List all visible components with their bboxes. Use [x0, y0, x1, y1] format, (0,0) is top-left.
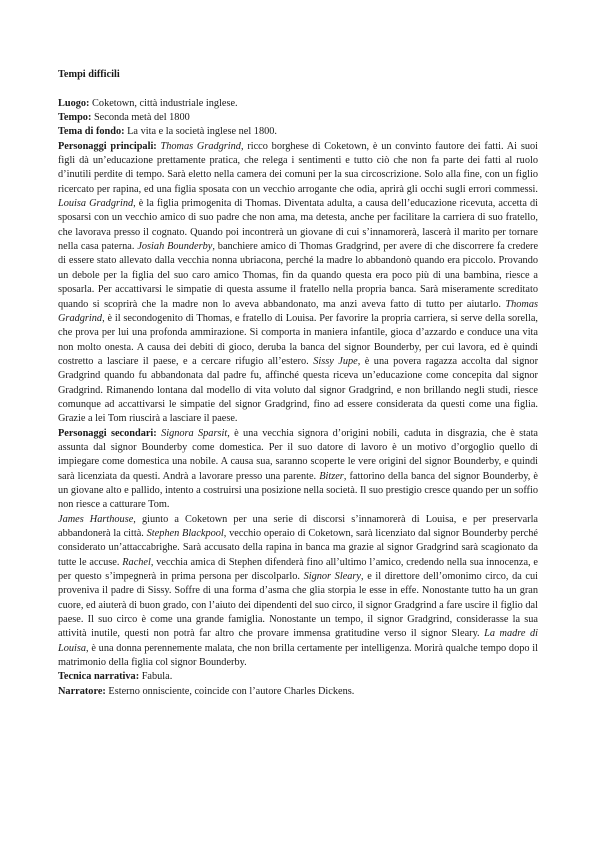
paragraph-text: , vecchia amica di Stephen difenderà fino all’ultimo l’amico, credendo nella sua innocenza, e per questo s’impegnerà in prima persona per discolparlo.: [58, 556, 538, 583]
character-name: Rachel: [122, 556, 151, 568]
tecnica-line: [58, 670, 538, 684]
personaggi-principali-paragraph: [58, 140, 538, 427]
document-body: [58, 68, 538, 699]
character-name: Josiah Bounderby: [137, 241, 213, 253]
character-name: La madre di Louisa: [58, 628, 538, 654]
tempo-label: Tempo:: [58, 112, 92, 124]
character-name: Stephen Blackpool: [146, 528, 224, 539]
tema-line: [58, 125, 538, 139]
narratore-line: [58, 685, 538, 699]
personaggi-secondari-label: Personaggi secondari:: [58, 427, 157, 439]
paragraph-text: , vecchio operaio di Coketown, sarà licenziato dal signor Bounderby perché considerato un’attaccabrighe. Sarà accusato della rapina in banca ma grazie al signor Gradgrind sarà scagionato da tutte le accuse.: [58, 528, 538, 568]
blank-line: [58, 82, 538, 96]
personaggi-principali-label: Personaggi principali:: [58, 140, 157, 152]
character-name: Bitzer: [319, 470, 344, 482]
tempo-line: [58, 111, 538, 125]
paragraph-text: , fattorino della banca del signor Bounderby, è un giovane alto e pallido, intento a costruirsi una posizione nella società. Il suo prestigio cresce quando per un soffio non riesce a catturare Tom.: [58, 470, 538, 511]
paragraph-text: , ricco borghese di Coketown, è un convinto fautore dei fatti. Ai suoi figli dà un’educazione prettamente pratica, che relega i sentimenti e tutto ciò che non fa parte dei fatti al ruolo d’inutili perdite di tempo. Sarà eletto nella camera dei comuni per la sua circoscrizione. Solo alla fine, con un figlio ricercato per rapina, ed una figlia sposata con un vecchio arrogante che odia, aprirà gli occhi sugli errori commessi.: [58, 140, 538, 195]
character-name: Sissy Jupe: [313, 355, 358, 367]
personaggi-secondari-paragraph: [58, 427, 538, 513]
paragraph-text: , giunto a Coketown per una serie di discorsi s’innamorerà di Louisa, e per preservarla abbandonerà la città.: [58, 513, 538, 539]
tempo-value: Seconda metà del 1800: [91, 112, 190, 124]
character-name: Louisa Gradgrind: [58, 198, 134, 210]
tema-label: Tema di fondo:: [58, 126, 125, 138]
luogo-value: Coketown, città industriale inglese.: [89, 97, 238, 109]
paragraph-text: , è la figlia primogenita di Thomas. Diventata adulta, a causa dell’educazione ricevuta, accetta di sposarsi con un vecchio amico di suo padre che non ama, ma detesta, anche per facilitare la carriera di suo fratello, che lavorava presso il cognato. Quando poi incontrerà un giovane di cui s’innamorerà, lascerà il marito per tornare nella casa paterna.: [58, 198, 539, 253]
character-name: Signora Sparsit: [161, 427, 228, 439]
altri-personaggi-paragraph: [58, 513, 538, 671]
paragraph-text: , banchiere amico di Thomas Gradgrind, per avere di che discorrere fa credere di essere stato allevato dalla vecchia nonna ubriacona, perché la madre lo abbandonò quando era piccolo. Provando un debole per la figlia del suo caro amico Thomas, fin da quando questa era poco più di una bambina, riesce a sposarla. Per accattivarsi le simpatie di questa assume il fratello nella propria banca. Sarà miseramente screditato quando si scoprirà che la madre non lo aveva abbandonato, ma anzi aveva fatto di tutto per aiutarlo.: [58, 241, 539, 310]
character-name: Signor Sleary: [303, 571, 361, 583]
narratore-label: Narratore:: [58, 685, 106, 697]
luogo-label: Luogo:: [58, 97, 90, 109]
document-title: Tempi difficili: [58, 69, 120, 80]
character-name: Thomas Gradgrind: [160, 140, 241, 152]
paragraph-text: , è una povera ragazza accolta dal signor Gradgrind quando fu abbandonata dal padre fu, affinché questa riceva un’educazione come concepita dal signor Gradgrind. Rimanendo lontana dal modello di vita voluto dal signor Gradgrind, e non brillando negli studi, riesce comunque ad accattivarsi le simpatie del signor Gradgrind, fino ad essere considerata da questi come una figlia. Grazie a lei Tom riuscirà a lasciare il paese.: [58, 355, 538, 425]
tema-value: La vita e la società inglese nel 1800.: [124, 126, 277, 138]
luogo-line: [58, 97, 538, 111]
character-name: Thomas Gradgrind: [58, 298, 538, 324]
tecnica-label: Tecnica narrativa:: [58, 671, 140, 683]
character-name: James Harthouse: [58, 513, 134, 525]
paragraph-text: , è una vecchia signora d’origini nobili, caduta in disgrazia, che è stata assunta dal signor Bounderby come domestica. Per il suo datore di lavoro è un motivo d’orgoglio quello di impiegare come domestica una nobile. A causa sua, saranno scoperte le vere origini del signor Bounderby, e quindi sarà licenziata da questi. Andrà a lavorare presso una parente.: [58, 427, 539, 482]
narratore-value: Esterno onnisciente, coincide con l’autore Charles Dickens.: [105, 685, 355, 697]
paragraph-text: , e il direttore dell’omonimo circo, da cui proveniva il padre di Sissy. Soffre di una forma d’asma che glia storpia le esse in effe. Nonostante tutto ha un gran cuore, ed aiuterà di buon grado, con l’aiuto dei dipendenti del suo circo, il signor Gradgrind a fare uscire il figlio dal paese. Il suo circo è come una grande famiglia. Nonostante un tempo, il signor Gradgrind, considerasse la sua attività inutile, questi non potrà far altro che provare immensa gratitudine verso il signor Sleary.: [58, 571, 539, 640]
paragraph-text: , è il secondogenito di Thomas, e fratello di Louisa. Per favorire la propria carriera, si serve della sorella, che prova per lui una profonda ammirazione. Si comporta in maniera infantile, gioca d’azzardo e conduce una vita non molto onesta. A causa dei debiti di gioco, deruba la banca del signor Bounderby, per cui lavora, ed è quindi costretto a lasciare il paese, e a cercare rifugio all’estero.: [58, 312, 538, 367]
tecnica-value: Fabula.: [139, 671, 173, 683]
paragraph-text: , è una donna perennemente malata, che non brilla certamente per intelligenza. Morirà qualche tempo dopo il matrimonio della figlia col signor Bounderby.: [58, 642, 538, 669]
